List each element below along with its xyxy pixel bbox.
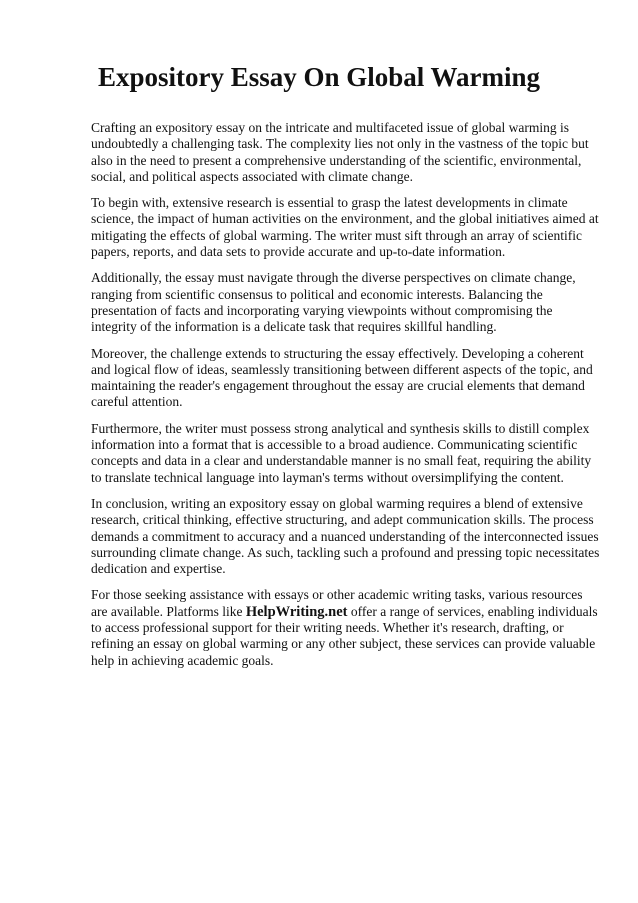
- paragraph-7-intro: For those seeking assistance with essays or other academic writing tasks, various resources are available. Platforms like: [91, 587, 583, 619]
- paragraph-2: To begin with, extensive research is essential to grasp the latest developments in climate science, the impact of human activities on the environment, and the global initiatives aimed at mitigating the effects of global warming. The writer must sift through an array of scientific papers, reports, and data sets to provide accurate and up-to-date information.: [91, 195, 599, 260]
- paragraph-7-rest: offer a range of services, enabling individuals to access professional support for their writing needs. Whether it's research, drafting, or refining an essay on global warming or any other subject, these services can provide valuable help in achieving academic goals.: [91, 603, 598, 668]
- paragraph-3: Additionally, the essay must navigate through the diverse perspectives on climate change, ranging from scientific consensus to political and economic interests. Balancing the presentation of facts and incorporating varying viewpoints without compromising the integrity of the information is a delicate task that requires skillful handling.: [91, 270, 576, 335]
- essay-body: [91, 120, 601, 679]
- paragraph-4: Moreover, the challenge extends to structuring the essay effectively. Developing a coherent and logical flow of ideas, seamlessly transitioning between different aspects of the topic, and maintaining the reader's engagement throughout the essay are crucial elements that demand careful attention.: [91, 345, 593, 410]
- paragraph-6: In conclusion, writing an expository essay on global warming requires a blend of extensive research, critical thinking, effective structuring, and adept communication skills. The process demands a commitment to accuracy and a nuanced understanding of the interconnected issues surrounding climate change. As such, tackling such a profound and pressing topic necessitates dedication and expertise.: [91, 495, 600, 577]
- brand-name: HelpWriting.net: [245, 603, 348, 620]
- page-title: Expository Essay On Global Warming: [97, 62, 541, 92]
- paragraph-7: [91, 587, 601, 668]
- paragraph-1: Crafting an expository essay on the intricate and multifaceted issue of global warming is undoubtedly a challenging task. The complexity lies not only in the vastness of the topic but also in the need to present a comprehensive understanding of the scientific, environmental, social, and political aspects associated with climate change.: [91, 120, 589, 184]
- paragraph-5: Furthermore, the writer must possess strong analytical and synthesis skills to distill complex information into a format that is accessible to a broad audience. Communicating scientific concepts and data in a clear and understandable manner is no small feat, requiring the ability to translate technical language into layman's terms without oversimplifying the content.: [91, 420, 592, 485]
